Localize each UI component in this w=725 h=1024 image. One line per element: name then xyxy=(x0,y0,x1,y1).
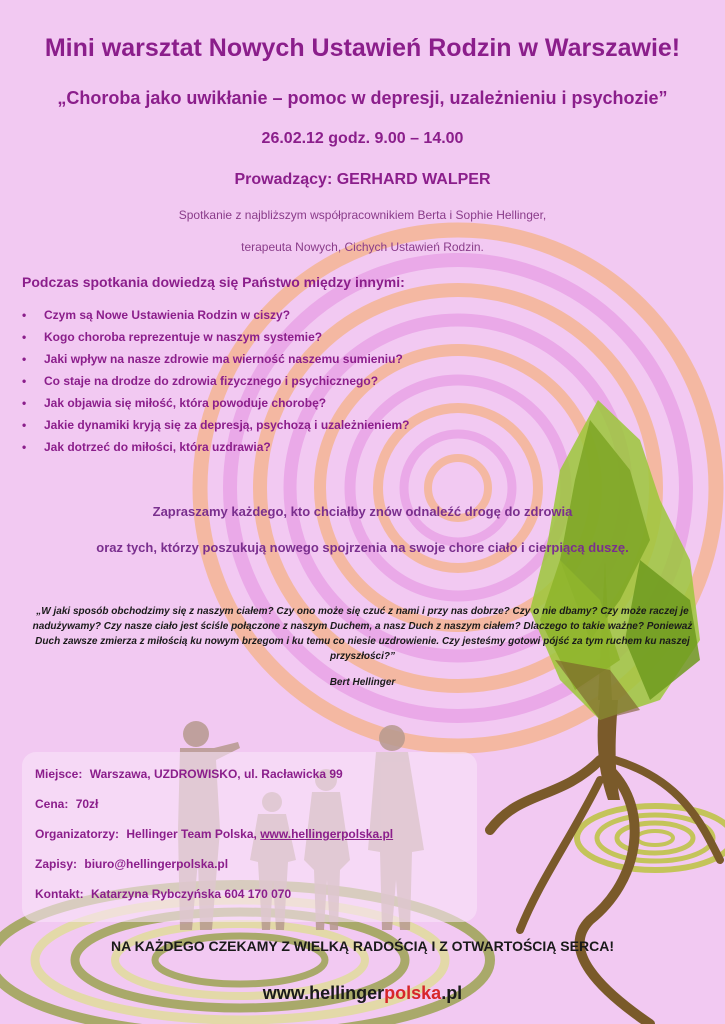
detail-price xyxy=(35,797,98,811)
website-url[interactable] xyxy=(0,983,725,1004)
closing-slogan: NA KAŻDEGO CZEKAMY Z WIELKĄ RADOŚCIĄ I Z OTWARTOŚCIĄ SERCA! xyxy=(111,938,614,954)
detail-label: Miejsce: xyxy=(35,767,83,781)
detail-value: Katarzyna Rybczyńska 604 170 070 xyxy=(91,887,292,901)
quote-text: „W jaki sposób obchodzimy się z naszym ciałem? Czy ono może się czuć z nami i przy nas dobrze? Czy o nie dbamy? Czy może raczej je nadużywamy? Czy nasze ciało jest ściśle połączone z naszym Duchem, a nasz Duch z naszym ciałem? Dlaczego to takie ważne? Ponieważ Duch zawsze zmierza z miłością ku nowym brzegom i ku temu co niesie uzdrowienie. Czy jesteśmy gotowi pójść za tym ruchem ku naszej przyszłości?” xyxy=(32,606,693,662)
website-highlight: polska xyxy=(384,983,442,1003)
page-subtitle: „Choroba jako uwikłanie – pomoc w depresji, uzależnieniu i psychozie” xyxy=(57,88,668,108)
detail-value: Warszawa, UZDROWISKO, ul. Racławicka 99 xyxy=(89,767,343,781)
website-prefix: www.hellinger xyxy=(262,983,385,1003)
invitation-line: oraz tych, którzy poszukują nowego spojrzenia na swoje chore ciało i cierpiącą duszę. xyxy=(96,540,629,555)
topics-list xyxy=(22,308,410,462)
leader-info-line: terapeuta Nowych, Cichych Ustawień Rodzin. xyxy=(241,240,484,254)
detail-value: 70zł xyxy=(75,797,99,811)
detail-organizers xyxy=(35,827,393,841)
topics-heading: Podczas spotkania dowiedzą się Państwo między innymi: xyxy=(22,274,405,290)
event-leader: Prowadzący: GERHARD WALPER xyxy=(234,171,491,188)
leader-info-line: Spotkanie z najbliższym współpracownikiem Berta i Sophie Hellinger, xyxy=(178,208,547,222)
list-item: • Jak objawia się miłość, która powoduje chorobę? xyxy=(22,396,410,418)
page-title: Mini warsztat Nowych Ustawień Rodzin w Warszawie! xyxy=(44,34,681,62)
list-item: • Jakie dynamiki kryją się za depresją, psychozą i uzależnieniem? xyxy=(22,418,410,440)
list-item: • Co staje na drodze do zdrowia fizycznego i psychicznego? xyxy=(22,374,410,396)
detail-value: Hellinger Team Polska, xyxy=(126,827,257,841)
list-item: • Czym są Nowe Ustawienia Rodzin w ciszy? xyxy=(22,308,410,330)
event-date: 26.02.12 godz. 9.00 – 14.00 xyxy=(261,130,464,147)
list-item: • Jak dotrzeć do miłości, która uzdrawia? xyxy=(22,440,410,462)
detail-contact xyxy=(35,887,291,901)
invitation-line: Zapraszamy każdego, kto chciałby znów odnaleźć drogę do zdrowia xyxy=(152,504,573,519)
website-suffix: .pl xyxy=(441,983,463,1003)
detail-place xyxy=(35,767,343,781)
list-item: • Jaki wpływ na nasze zdrowie ma wierność naszemu sumieniu? xyxy=(22,352,410,374)
organizers-link[interactable]: www.hellingerpolska.pl xyxy=(260,827,394,841)
quote-author: Bert Hellinger xyxy=(329,677,396,688)
detail-label: Cena: xyxy=(35,797,69,811)
list-item: • Kogo choroba reprezentuje w naszym systemie? xyxy=(22,330,410,352)
detail-label: Kontakt: xyxy=(35,887,84,901)
detail-label: Zapisy: xyxy=(35,857,78,871)
detail-label: Organizatorzy: xyxy=(35,827,120,841)
detail-signup xyxy=(35,857,228,871)
signup-email[interactable]: biuro@hellingerpolska.pl xyxy=(84,857,229,871)
